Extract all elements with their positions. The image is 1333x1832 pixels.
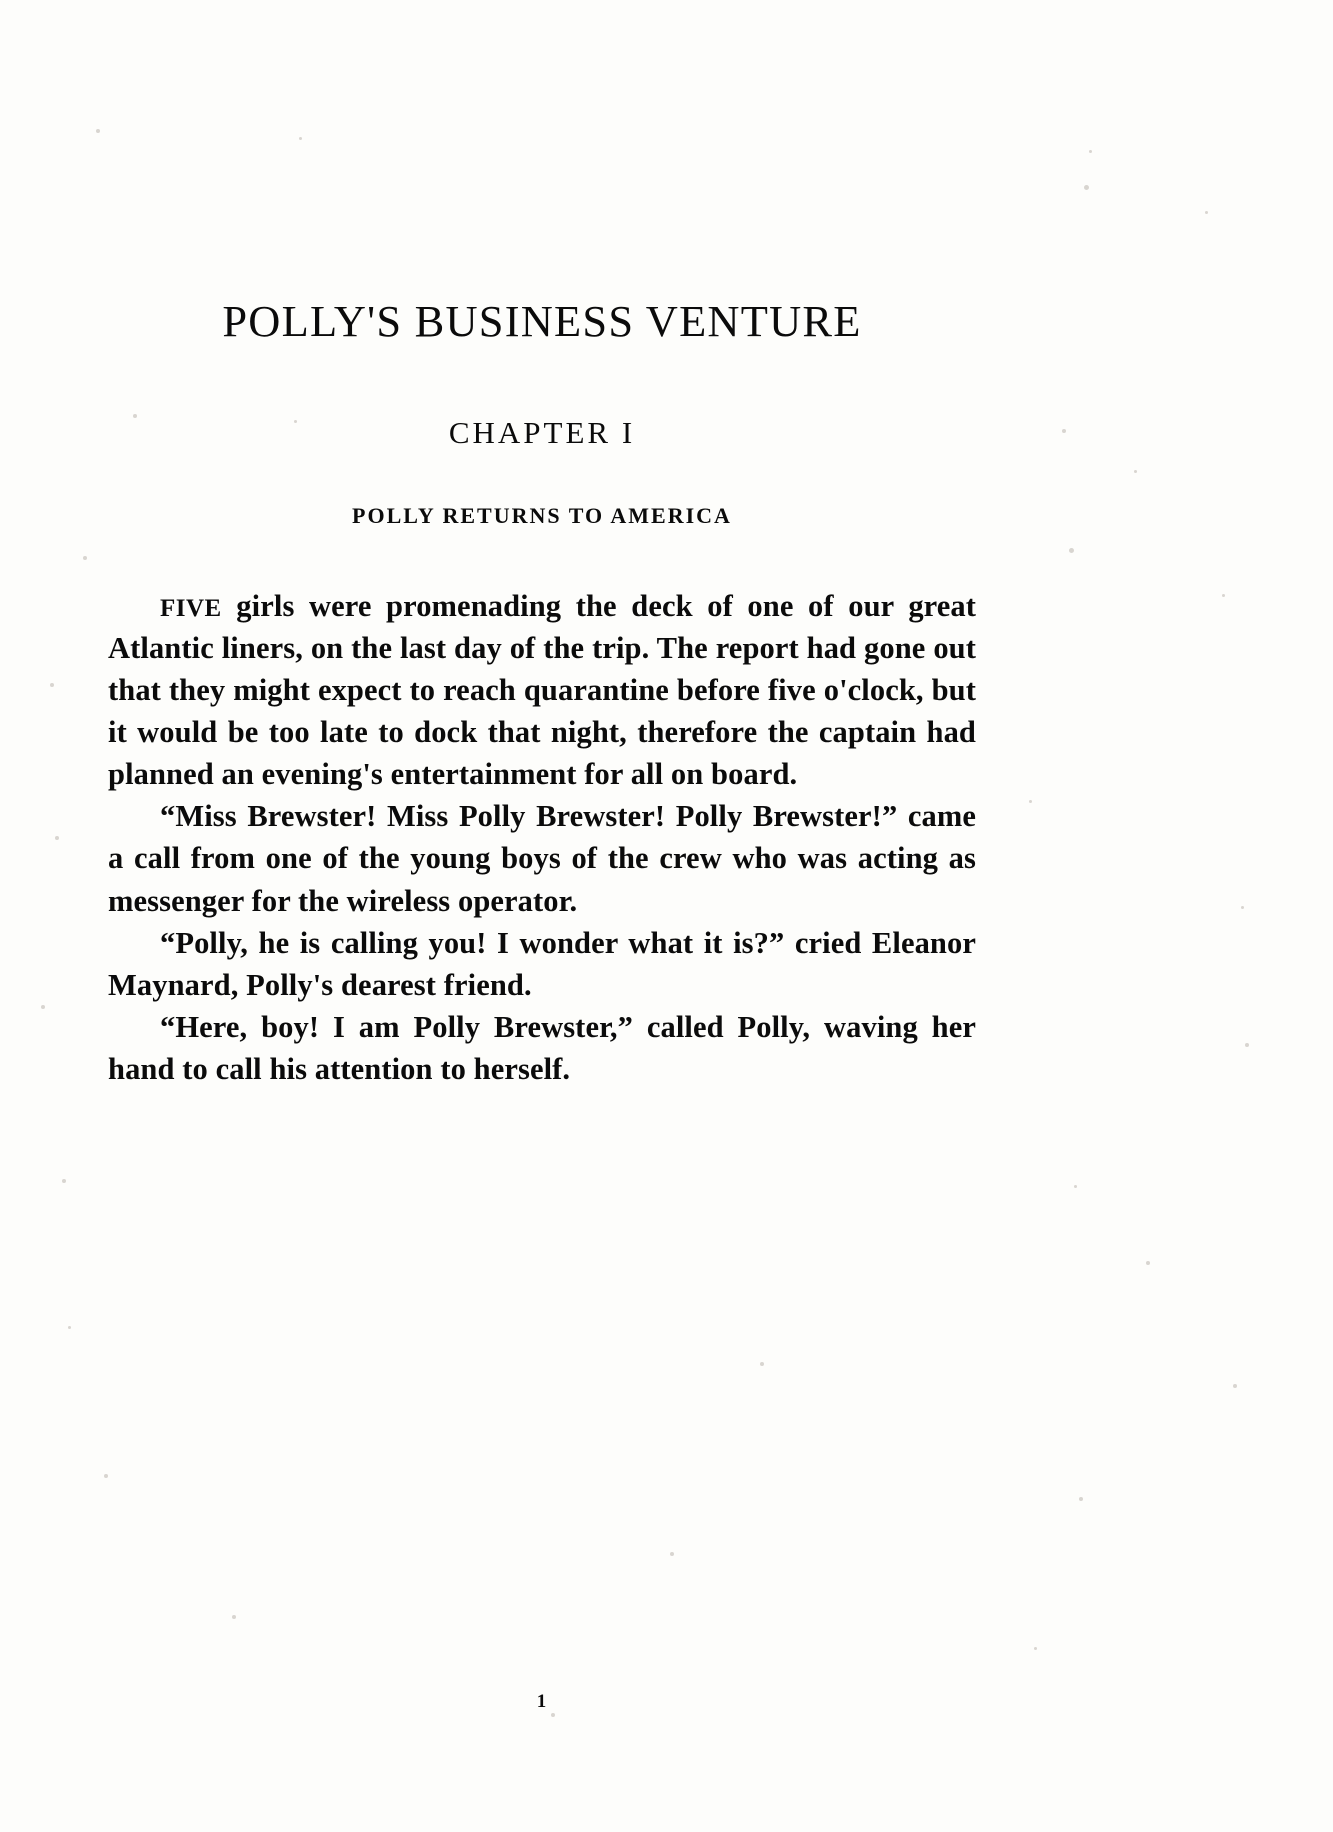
book-title: POLLY'S BUSINESS VENTURE	[222, 297, 862, 346]
scan-speckle	[68, 1326, 71, 1329]
paragraph-lead-smallcaps: FIVE	[160, 595, 222, 622]
scan-speckle	[96, 129, 100, 133]
paragraph-text: “Miss Brewster! Miss Polly Brewster! Polly Brewster!” came a call from one of the young boys of the crew who was acting as messenger for the wireless operator.	[108, 799, 976, 918]
scan-speckle	[1069, 548, 1074, 553]
scan-speckle	[551, 1713, 555, 1717]
page-content	[108, 296, 976, 1712]
scan-speckle	[1134, 470, 1137, 473]
scan-speckle	[1084, 185, 1089, 190]
scan-speckle	[1029, 800, 1032, 803]
scan-speckle	[1089, 150, 1092, 153]
scan-speckle	[83, 556, 87, 560]
scan-speckle	[1062, 429, 1066, 433]
scan-speckle	[760, 1362, 764, 1366]
paragraph	[108, 922, 976, 1006]
scan-speckle	[1079, 1497, 1083, 1501]
paragraph	[108, 795, 976, 921]
paragraph-text: “Here, boy! I am Polly Brewster,” called Polly, waving her hand to call his attention to herself.	[108, 1009, 976, 1086]
scan-speckle	[1146, 1261, 1150, 1265]
scan-speckle	[1074, 1185, 1077, 1188]
page-number: 1	[536, 1691, 548, 1712]
scan-speckle	[1205, 211, 1208, 214]
chapter-subtitle: POLLY RETURNS TO AMERICA	[352, 503, 732, 528]
scan-speckle	[104, 1474, 108, 1478]
paragraph	[108, 1006, 976, 1090]
paragraph-text: girls were promenading the deck of one of our great Atlantic liners, on the last day of the trip. The report had gone out that they might expect to reach quarantine before five o'clock, but it would be too late to dock that night, therefore the captain had planned an evening's entertainment for all on board.	[108, 589, 976, 792]
scan-speckle	[41, 1005, 45, 1009]
paragraph	[108, 585, 976, 795]
scan-speckle	[1034, 1647, 1037, 1650]
chapter-label: CHAPTER I	[448, 415, 636, 450]
scan-speckle	[670, 1552, 674, 1556]
scan-speckle	[50, 683, 54, 687]
scan-speckle	[1233, 1384, 1237, 1388]
scan-speckle	[1241, 906, 1244, 909]
scan-speckle	[299, 137, 302, 140]
scan-speckle	[55, 836, 59, 840]
scan-speckle	[1245, 1043, 1249, 1047]
scan-speckle	[232, 1615, 236, 1619]
body-text	[108, 585, 976, 1090]
paragraph-text: “Polly, he is calling you! I wonder what it is?” cried Eleanor Maynard, Polly's dearest friend.	[108, 925, 976, 1002]
scan-speckle	[62, 1179, 66, 1183]
scan-speckle	[1222, 594, 1225, 597]
